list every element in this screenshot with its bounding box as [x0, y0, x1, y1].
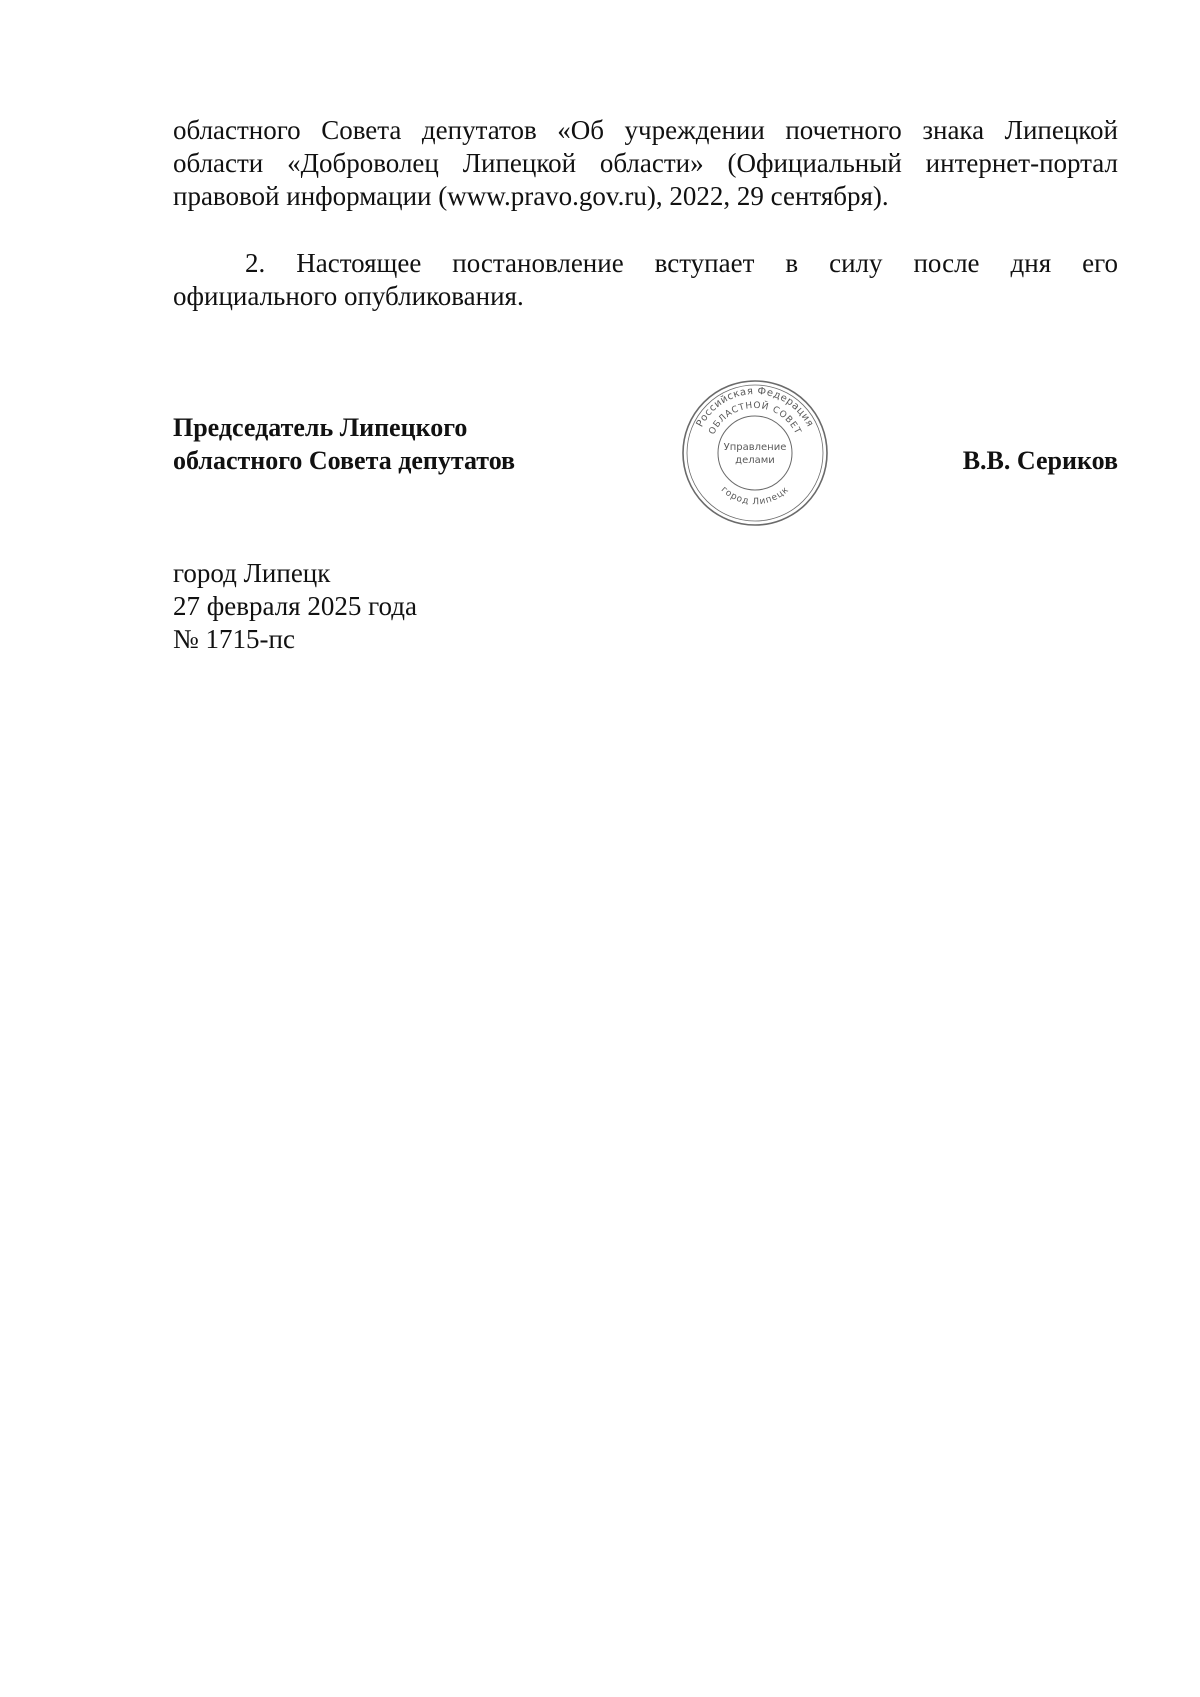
seal-center-line: Управление — [723, 442, 787, 453]
paragraph-item-2 — [173, 247, 1118, 313]
paragraph-line: 2. Настоящее постановление вступает в силу после дня его — [245, 248, 1118, 278]
document-footer — [173, 557, 417, 656]
svg-text:город Липецк — [719, 485, 791, 507]
paragraph-line: области «Доброволец Липецкой области» (Официальный интернет-портал — [173, 148, 1118, 178]
official-seal-stamp — [680, 378, 830, 528]
seal-inner-text: ОБЛАСТНОЙ СОВЕТ — [707, 400, 803, 437]
seal-outer-text: Российская Федерация — [694, 385, 816, 430]
seal-bottom-text: город Липецк — [718, 484, 792, 508]
paragraph-line: официального опубликования. — [173, 281, 524, 311]
paragraph-continuation — [173, 114, 1118, 213]
signatory-title-line: Председатель Липецкого — [173, 413, 468, 442]
signatory-title-line: областного Совета депутатов — [173, 446, 516, 475]
footer-city: город Липецк — [173, 558, 331, 588]
paragraph-line: правовой информации (www.pravo.gov.ru), 2022, 29 сентября). — [173, 181, 889, 211]
footer-number: № 1715-пс — [173, 624, 295, 654]
paragraph-line: областного Совета депутатов «Об учреждении почетного знака Липецкой — [173, 115, 1118, 145]
signatory-title — [173, 411, 515, 477]
footer-date: 27 февраля 2025 года — [173, 591, 417, 621]
seal-center-line: делами — [735, 455, 775, 466]
signatory-name: В.В. Сериков — [962, 446, 1118, 475]
